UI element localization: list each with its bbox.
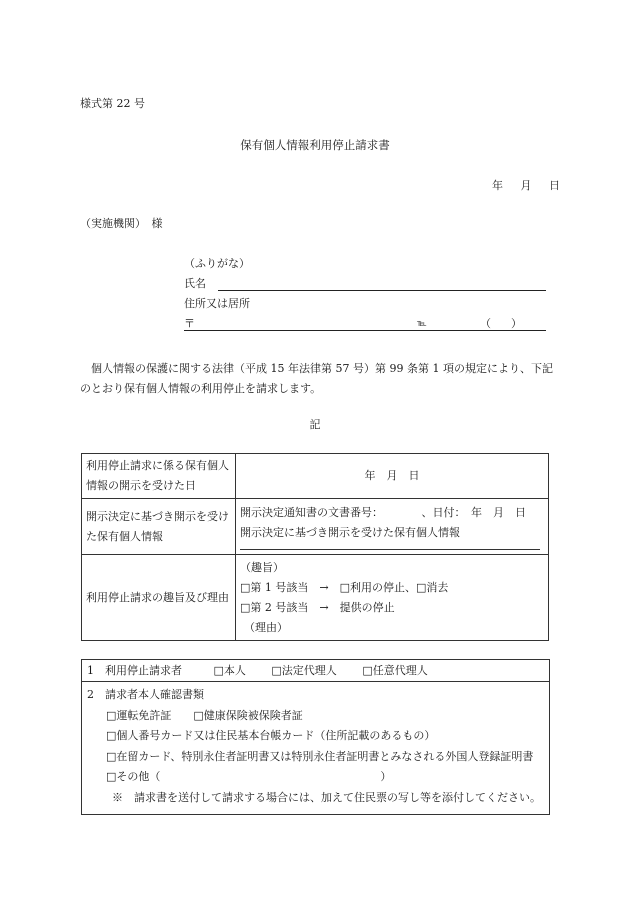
date-year: 年 [492,179,503,192]
postal-mark-icon: 〒 [184,317,195,330]
item1-option[interactable]: □第 1 号該当 → □利用の停止、□消去 [240,580,449,594]
table-row [82,454,549,499]
telephone-field[interactable] [480,317,522,331]
purpose-reason-label: 利用停止請求の趣旨及び理由 [82,555,236,641]
disclosure-date-label: 利用停止請求に係る保有個人情報の開示を受けた日 [82,454,236,499]
purpose-reason-cell[interactable] [236,555,549,641]
table-row [82,499,549,555]
disclosed-info-label: 開示決定に基づき開示を受けた保有個人情報 [82,499,236,555]
disclosed-info-cell[interactable] [236,499,549,555]
requester-row [82,660,549,682]
paren-close: ） [511,317,522,330]
address-label: 住所又は居所 [184,297,250,310]
date-day: 日 [548,179,560,192]
disclosure-date-value[interactable]: 年 月 日 [236,454,549,499]
id-option-other[interactable]: □その他（ ） [106,770,392,783]
id-option-mynumber[interactable]: □個人番号カード又は住民基本台帳カード（住所記載のあるもの） [106,729,436,742]
address-field[interactable] [184,330,546,331]
reason-heading: （理由） [244,620,288,634]
telephone-mark-icon: ℡ [417,319,427,329]
name-label: 氏名 [184,277,206,290]
requester-section [81,659,550,815]
request-statement: 個人情報の保護に関する法律（平成 15 年法律第 57 号）第 99 条第 1 項の規定により、下記のとおり保有個人情報の利用停止を請求します。 [80,362,553,395]
id-option-residence-card[interactable]: □在留カード、特別永住者証明書又は特別永住者証明書とみなされる外国人登録証明書 [106,749,534,763]
id-documents-label: 2 請求者本人確認書類 [87,688,204,701]
form-number: 様式第 22 号 [80,97,145,110]
furigana-label: （ふりがな） [184,257,250,270]
ki-heading: 記 [309,418,321,431]
requester-label: 1 利用停止請求者 [87,664,182,677]
disclosed-info-underline [240,543,540,550]
request-details-table [81,453,549,641]
paren-open: （ [480,317,491,330]
attachment-note: ※ 請求書を送付して請求する場合には、加えて住民票の写し等を添付してください。 [112,790,541,804]
table-row [82,555,549,641]
checkbox-voluntary-rep[interactable]: □任意代理人 [362,664,428,677]
id-documents-block [82,682,549,814]
document-title: 保有個人情報利用停止請求書 [240,138,390,152]
purpose-heading: （趣旨） [240,560,284,574]
request-date [492,179,560,193]
disclosed-info-text: 開示決定に基づき開示を受けた保有個人情報 [240,526,460,539]
item2-option[interactable]: □第 2 号該当 → 提供の停止 [240,600,395,614]
notice-number-line: 開示決定通知書の文書番号： 、日付： 年 月 日 [240,506,526,519]
id-option-license[interactable]: □運転免許証 □健康保険被保険者証 [106,708,303,722]
name-field[interactable] [218,290,546,291]
checkbox-legal-rep[interactable]: □法定代理人 [271,664,337,677]
checkbox-self[interactable]: □本人 [213,664,246,677]
date-month: 月 [520,179,532,192]
agency-addressee: （実施機関） 様 [80,217,163,230]
